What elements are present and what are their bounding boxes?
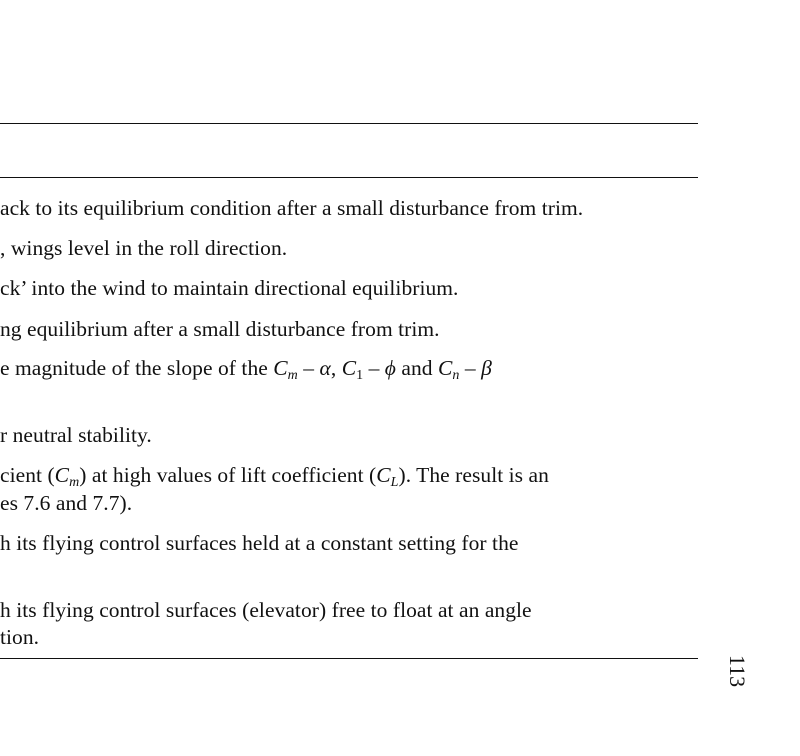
symbol-phi: ϕ — [384, 356, 396, 380]
symbol-beta: β — [481, 356, 492, 380]
coefficient-middle: ) at high values of lift coefficient ( — [79, 463, 377, 487]
subscript-m: m — [69, 475, 80, 490]
text-line-equilibrium: ack to its equilibrium condition after a small disturbance from trim. — [0, 196, 584, 220]
subscript-1: 1 — [356, 368, 364, 383]
coefficient-prefix: cient ( — [0, 463, 55, 487]
symbol-cl: C — [376, 463, 391, 487]
coefficient-suffix: ). The result is an — [398, 463, 549, 487]
subscript-n: n — [452, 368, 460, 383]
symbol-cm: C — [54, 463, 70, 487]
text-line-tion: tion. — [0, 625, 40, 649]
rule-top — [0, 123, 698, 124]
text-line-slope — [0, 356, 492, 383]
symbol-c1: C — [341, 356, 357, 380]
text-line-disturbance: ng equilibrium after a small disturbance from trim. — [0, 317, 440, 341]
symbol-cm: C — [273, 356, 288, 380]
text-line-neutral-stability: r neutral stability. — [0, 423, 152, 447]
text-line-wings-level: , wings level in the roll direction. — [0, 236, 288, 260]
separator: , — [330, 356, 342, 380]
rule-bottom — [0, 658, 698, 659]
text-line-coefficient — [0, 463, 549, 490]
symbol-alpha: α — [319, 356, 331, 380]
subscript-m: m — [287, 368, 298, 383]
subscript-l: L — [390, 475, 399, 490]
dash: – — [363, 356, 385, 380]
text-line-figures: es 7.6 and 7.7). — [0, 491, 133, 515]
symbol-cn: C — [438, 356, 453, 380]
slope-prefix: e magnitude of the slope of the — [0, 356, 274, 380]
page-number: 113 — [725, 654, 750, 688]
text-line-controls-free: h its flying control surfaces (elevator) free to float at an angle — [0, 598, 532, 622]
dash: – — [459, 356, 482, 380]
rule-table-header — [0, 177, 698, 178]
dash: – — [297, 356, 320, 380]
text-line-controls-fixed: h its flying control surfaces held at a constant setting for the — [0, 531, 519, 555]
and-text: and — [395, 356, 439, 380]
text-line-into-wind: ck’ into the wind to maintain directional equilibrium. — [0, 276, 459, 300]
